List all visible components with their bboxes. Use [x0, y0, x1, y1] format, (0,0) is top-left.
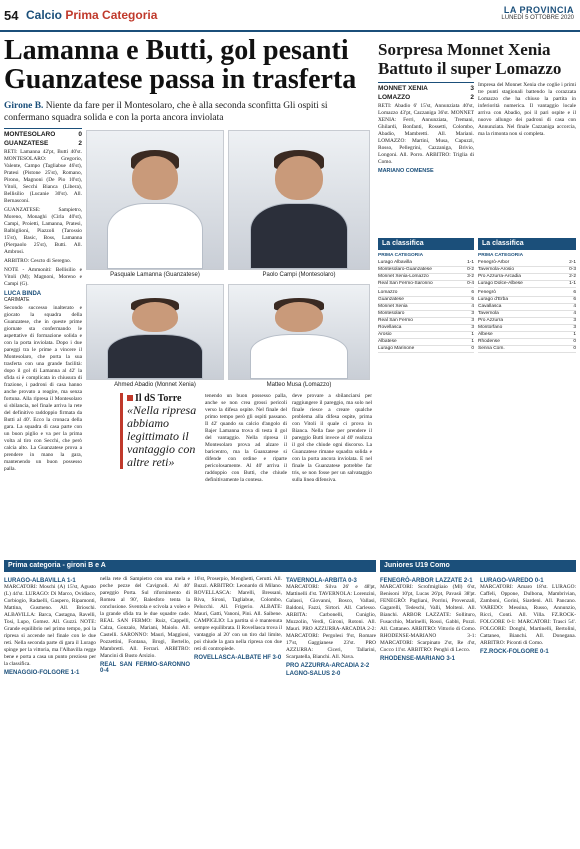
standings-row-label: Montorfano: [478, 325, 503, 330]
square-icon: [127, 395, 133, 401]
result-row-label: Montesolaro-Guanzatese: [378, 267, 432, 272]
standings-row-value: 3: [573, 318, 576, 323]
standings-a-label: PRIMA CATEGORIA: [378, 253, 424, 258]
standings-row: [478, 346, 576, 353]
standings-row: [378, 297, 474, 304]
bottom-col-5: [380, 576, 476, 844]
standings-row: [378, 290, 474, 297]
right-headline: Sorpresa Monnet Xenia Battuto il super Lomazzo: [378, 40, 562, 78]
standings-row-value: 4: [573, 311, 576, 316]
standings-row-label: Lurago d'Erba: [478, 297, 508, 302]
standings-row: [378, 339, 474, 346]
standings-row-value: 3: [573, 325, 576, 330]
result-row: [478, 260, 576, 267]
standings-row: [378, 346, 474, 353]
standings-row-value: 6: [573, 290, 576, 295]
page-number: 54: [4, 8, 19, 23]
subsection-name: Prima Categoria: [65, 8, 158, 22]
standings-row-value: 3: [471, 318, 474, 323]
byline: LUCA BINDA: [4, 291, 42, 297]
bottom-col-3: [194, 576, 282, 844]
right-story-body: Impresa del Monnet Xenia che coglie i primi tre punti stagionali battendo la corazzata Lomazzo che ha chiuso la partita in inferiorità numerica. Il vantaggio locale arriva con Abadio, poi il pari ospite e il nuovo allungo dei padroni di casa con Annunziata. Nel finale Cazzaniga accorcia, ma la rimonta non si completa.: [478, 82, 576, 137]
pull-quote: [120, 393, 200, 469]
standings-row: [378, 332, 474, 339]
result-row-label: Lurago Albavilla: [378, 260, 412, 265]
match-notes: NOTE - Ammoniti: Bellisilio e Vitoli (M); Magnoni, Moreno e Campi (G).: [4, 267, 82, 287]
photo-caption-4: Matteo Musa (Lomazzo): [266, 382, 332, 388]
standings-row-value: 0: [471, 346, 474, 351]
photo-caption-2: Paolo Campi (Montesolaro): [262, 272, 336, 278]
standings-row: [378, 318, 474, 325]
standings-row-label: Senna Com.: [478, 346, 505, 351]
brand: [501, 5, 574, 21]
photo-campi: [228, 130, 370, 270]
photo-abadio: [86, 284, 224, 380]
standings-row-value: 6: [471, 297, 474, 302]
issue-date: LUNEDÌ 5 OTTOBRE 2020: [501, 15, 574, 21]
result-row: [478, 281, 576, 288]
standings-row-label: Albese: [478, 332, 493, 337]
standings-row-label: Real San Fermo: [378, 318, 413, 323]
result-row-value: 0-4: [467, 281, 474, 286]
standings-row: [478, 325, 576, 332]
right-home-team: MONNET XENIA: [378, 85, 428, 92]
results-list-b: [478, 260, 576, 288]
home-team: MONTESOLARO: [4, 131, 56, 138]
standings-row: [478, 297, 576, 304]
match1-title: LURAGO-ALBAVILLA 1-1: [4, 578, 76, 584]
standings-row-value: 4: [471, 304, 474, 309]
result-row-label: Pro Azzurra-Arcadia: [478, 274, 521, 279]
lead-headline: Lamanna e Butti, gol pesanti Guanzatese passa in trasferta: [4, 35, 357, 95]
standings-row: [478, 290, 576, 297]
middle-column: tenendo un buon possesso palla, anche se non crea grossi pericoli verso la difesa ospite. Nel finale del primo tempo però gli ospiti passano. Il 42' quando su calcio d'angolo di Bajer Lamanna trova di testa il gol del vantaggio. Nella ripresa il Montesolaro prova ad alzare il baricentro, ma la Guanzatese si difende con ordine e riparte pericolosamente. Al 40' arriva il raddoppio con Butti, che chiude definitivamente la contesa.: [205, 393, 287, 483]
standings-row: [378, 311, 474, 318]
standings-row-label: Guanzatese: [378, 297, 404, 302]
result-row-label: Tavernola-Arosio: [478, 267, 514, 272]
result-row-value: 1-1: [569, 281, 576, 286]
result-row-label: Fenegrò-Arbor: [478, 260, 510, 265]
right-match-box: [378, 82, 474, 232]
bottom-band-left: Prima categoria - gironi B e A: [4, 560, 376, 572]
standings-row-label: Montesolaro: [378, 311, 405, 316]
result-row-value: 1-1: [467, 260, 474, 265]
match-scorers: RETI: Lamanna 42'pt, Butti 40'st. MONTESOLARO: Gregorio, Valente, Campo (Tagliabue 46'st), Pratesi (Pistone 25'st), Romano, Pirono, Magnoni (De Pio 10'st), Vitoli, Secchi Bianca (Libera), Bellisilio (Lucanie 30'st). All. Bernasconi.: [4, 149, 82, 204]
standings-row-label: Fenegrò: [478, 290, 496, 295]
standings-row-value: 1: [573, 332, 576, 337]
result-row-value: 3-2: [467, 274, 474, 279]
result-row-label: Lurago Dolce-Albese: [478, 281, 523, 286]
bottom-col2-text: nella rete di Sampietro con una mela e poche pezze del Cavignoli. Al 40' pareggio Porta. Sul rifornimento di Romea al 90', Balesfoto tenta la conclusione. Sventola e scivola a voleo e la grande sfida tra le due squadre cade. REAL SAN FERMO: Ruiz, Cappelli, Calza, Gonzalo, Mariani, Maiolo. All. Castelli. SARONNO: Mauri, Maggioni, Pozzettini, Fontana, Brogi, Bertello, Mambretti. All. Ferrari. ARBITRO: Mancini di Busto Arsizio.: [100, 576, 190, 659]
standings-row-label: Pro Azzurra: [478, 318, 504, 323]
match10-title: LURAGO-VAREDO 0-1: [480, 578, 544, 584]
kicker-label: Girone B.: [4, 101, 44, 111]
standings-row-value: 4: [573, 304, 576, 309]
standings-row-value: 1: [471, 339, 474, 344]
match11-title: FZ.ROCK-FOLGORE 0-1: [480, 649, 549, 655]
result-row: [378, 281, 474, 288]
bottom-col1-text: MARCATORI: Moschi (A) 15'st, Agusto (L) 44'st. LURAGO: Di Marco, Ovidiaco, Corbiogio, Radaelli, Gaspero, Ripamonti, Mattina, Gusmeno. All. Brioschi. ALBAVILLA: Barca, Castagna, Ravelli, Tosi, Lupo, Gomez. All. Guzzi. NOTE: Grande equilibrio nel primo tempo, poi la ripresa si accende nel finale con le due reti. Nella seconda parte di gara il Lurago spinge per la vittoria, ma l'Albavilla regge bene e porta a casa un punto prezioso per la classifica.: [4, 584, 96, 667]
standings-row-value: 0: [573, 339, 576, 344]
away-team: GUANZATESE: [4, 140, 49, 147]
result-row: [378, 267, 474, 274]
home-score: 0: [78, 131, 82, 138]
result-row: [478, 267, 576, 274]
match7-title: LAGNO-SALUS 2-0: [286, 671, 341, 677]
results-list-a: [378, 260, 474, 288]
score-home: [4, 128, 82, 140]
match9-title: RHODENSE-MARIANO 3-1: [380, 656, 456, 662]
right-score-home: [378, 82, 474, 94]
standings-row: [478, 304, 576, 311]
result-row-label: Monnet Xenia-Lomazzo: [378, 274, 429, 279]
match8-title: FENEGRÒ-ARBOR LAZZATE 2-1: [380, 578, 473, 584]
standings-row: [478, 311, 576, 318]
right-article-column: deve provare a sbilanciarsi per raggiungere il pareggio, ma solo nel finale riesce a creare qualche problema alla difesa ospite, prima con Vitoli il quale ci prova in Bianca. Nella fase per prendere il pareggio Butti invece al 40' realizza il gol che chiude ogni discorso. La Guanzatese rimane squadra solida e con la porta ancora inviolata. E nel finale la Guanzatese potrebbe far tris, se non fosse per un salvataggio sulla linea difensiva.: [292, 393, 372, 483]
kicker-text: Niente da fare per il Montesolaro, che è alla seconda sconfitta Gli ospiti si confermano squadra solida e con la porta ancora inviolata: [4, 101, 328, 123]
right-away-team: LOMAZZO: [378, 94, 411, 101]
photo-caption-3: Ahmed Abadio (Monnet Xenia): [114, 382, 196, 388]
lead-kicker: [4, 100, 372, 124]
standings-row-label: Lurago Marinone: [378, 346, 415, 351]
right-score-away: [378, 94, 474, 103]
standings-row: [478, 318, 576, 325]
match3-title: REAL SAN FERMO-SARONNO 0-4: [100, 662, 190, 674]
result-row: [378, 260, 474, 267]
standings-table-b: [478, 253, 576, 353]
right-byline: MARIANO COMENSE: [378, 168, 434, 174]
result-row: [378, 274, 474, 281]
match2-title: MENAGGIO-FOLGORE 1-1: [4, 670, 80, 676]
standings-row-label: Lomazzo: [378, 290, 398, 295]
standings-list-b: [478, 290, 576, 353]
section-label: [26, 8, 157, 22]
score-away: [4, 140, 82, 149]
match5-title: TAVERNOLA-ARBITA 0-3: [286, 578, 357, 584]
bottom-col4-text: MARCATORI: Silva 26' e 48'pt, Mattinelli 4'st. TAVERNOLA: Lorenzini, Galassi, Giovanni, Bosco, Vallasi, Baldoni, Fazzi, Sirtori. All. Carlesso. ARBITA: Carbonelli, Cuniglio, Muzzolin, Verdi, Gironi, Rotoni. All. Mauri. PRO AZZURRA-ARCADIA 2-2: MARCATORI: Pergolesi 9'st, Romare 17'st, Gaggianese 23'st. PRO AZZURRA: Ciceri, Tallarini, Scarpatella, Bianchi. All. Nava.: [286, 584, 376, 660]
result-row-label: Real San Fermo-Saronno: [378, 281, 433, 286]
standings-row-label: Arosio: [378, 332, 392, 337]
match-lineup-away: GUANZATESE: Sampietro, Moreno, Monaghi (Cirla 40'st), Campi, Proietti, Lamanna, Pratesi, Balbiglioni, Piazzoli (Tarossio 15'st), Basic, Boss, Lamanna (Pierpaolo 25'st), Butti. All. Ambrosi.: [4, 207, 82, 255]
standings-row: [478, 332, 576, 339]
photo-musa: [228, 284, 370, 380]
result-row: [478, 274, 576, 281]
bottom-col6-text: MARCATORI: Amaro 18'st. LURAGO: Caffeli, Oppone, Dulbona, Mambrivian, Zamboni, Gorini, Siardeni. All. Pancano. VAREDO: Messina, Russo, Annunzio, Ricci, Conti. All. Villa. FZ.ROCK-FOLGORE 0-1: MARCATORI: Trasci 54'. FOLGORE: Donghi, Martinelli, Bertolini, Cattaneo, Bianchi. All. Donegana. ARBITRO: Piconti di Como.: [480, 584, 576, 646]
bottom-col-6: [480, 576, 576, 844]
pull-quote-kicker: Il dS Torre: [135, 393, 182, 404]
standings-row-value: 6: [471, 290, 474, 295]
bottom-col-1: [4, 576, 96, 844]
standings-row-value: 0: [573, 346, 576, 351]
section-name: Calcio: [26, 8, 63, 22]
standings-row-label: Cavallasca: [478, 304, 502, 309]
standings-row-value: 3: [471, 325, 474, 330]
standings-b-label: PRIMA CATEGORIA: [478, 253, 524, 258]
standings-row-value: 1: [471, 332, 474, 337]
right-away-score: 2: [470, 94, 474, 101]
bottom-col5-text: MARCATORI: Scrofmigliaio (Ml) 6'st, Benisoni 10'pt, Lucas 26'pt, Pavasii 38'pt. FENEGRÒ: Pagliani, Porrini, Provenzali, Gagarelli, Tedeschi, Valli, Molteni. All. Bianchi. ARBOR LAZZATE: Sollituro, Fusacchio, Marinelli, Rossi, Gabbi, Pozzi. All. Cattaneo. ARBITRO: Vittorio di Como. RHODENSE-MARIANO 3-1: MARCATORI: Scarpinato 2'st, Re 4'st, Cocco 11'st. ARBITRO: Penghi di Lecco.: [380, 584, 476, 653]
brand-logo: LA PROVINCIA: [503, 5, 574, 15]
result-row-value: 0-2: [467, 267, 474, 272]
result-row-value: 0-3: [569, 267, 576, 272]
bottom-col-2: [100, 576, 190, 844]
bottom-band-right: Juniores U19 Como: [380, 560, 576, 572]
article-body: Secondo successo inalterato e giocato la squadra della Guanzatese, che in queste prime giornate sta confermando le aspettative di formazione solida e con la porta inviolata. Dopo i due pareggi tra le prime a vincere il Montesolaro, che porta la sua trasferta con una grande facilità: dopo il gol di Lamanna al 42' la sfida si è complicata in chiusura di frazione, i padroni di casa hanno anche provato a reagire, ma senza fortuna. Alla ripresa il Montesolaro si sbilancia, nel finale arriva la rete del definitivo raddoppio firmata da Butti al 40'. Ecco la cronaca della gara. La squadra di casa parte con un buon piglio e va per la prima volta al tiro con Secchi, che però calcia alto. La Guanzatese prova a prendere in mano la gara, mantenendo un buon possesso palla.: [4, 305, 82, 472]
right-match-details: RETI: Abadio 6' 15'st, Annunziata 40'st, Lomazzo 43'pt, Cazzaniga 36'st. MONNET XENIA: Ferri, Annunziata, Tremani, Ghilardi, Bonfanti, Rossetti, Colombo, Abadio, Mambretti. All. Mariani. LOMAZZO: Martini, Musa, Capuzzi, Rosso, Pellegrini, Cazzaniga, Brivio, Longoni. All. Porro. ARBITRO: Triglia di Como.: [378, 103, 474, 165]
match6-title: PRO AZZURRA-ARCADIA 2-2: [286, 663, 370, 669]
standings-row: [378, 325, 474, 332]
away-score: 2: [78, 140, 82, 147]
standings-table-a: [378, 253, 474, 353]
standings-row-label: Monnet Xenia: [378, 304, 408, 309]
standings-row-label: Albatese: [378, 339, 397, 344]
standings-title-b: La classifica: [478, 238, 576, 250]
match-referee: ARBITRO: Cescto di Seregno.: [4, 258, 72, 264]
dateline: CARIMATE: [4, 297, 30, 303]
standings-title-a: La classifica: [378, 238, 474, 250]
page-header: [0, 0, 580, 32]
result-row-value: 2-2: [569, 274, 576, 279]
result-row-value: 2-1: [569, 260, 576, 265]
match4-title: ROVELLASCA-ALBATE HF 3-0: [194, 655, 282, 661]
right-home-score: 3: [470, 85, 474, 92]
photo-caption-1: Pasquale Lamanna (Guanzatese): [110, 272, 200, 278]
photo-lamanna: [86, 130, 224, 270]
standings-list-a: [378, 290, 474, 353]
standings-row-label: Rovellasca: [378, 325, 402, 330]
bottom-col3-text: 16'st, Proserpio, Menghetti, Cerutti. All. Buzzi. ARBITRO: Leonardo di Milano. ROVELLASCA: Marelli, Bressani, Riva, Sironi, Tagliabue, Colombo, Pelucchi. All. Frigerio. ALBATE: Mauri, Gatti, Vanoni, Pini. All. Saibene. CAMPIGLIO: La partita si è mantenuta sempre equilibrata. Il Rovellasca trova il vantaggio al 20' con un tiro dal limite, poi chiude la gara nella ripresa con due reti di contropiede.: [194, 576, 282, 652]
standings-row-value: 6: [573, 297, 576, 302]
standings-row: [478, 339, 576, 346]
bottom-col-4: [286, 576, 376, 844]
standings-row: [378, 304, 474, 311]
standings-row-label: Tavernola: [478, 311, 499, 316]
standings-row-value: 3: [471, 311, 474, 316]
pull-quote-text: «Nella ripresa abbiamo legittimato il vantaggio con altre reti»: [127, 403, 197, 469]
standings-row-label: Rhodense: [478, 339, 500, 344]
